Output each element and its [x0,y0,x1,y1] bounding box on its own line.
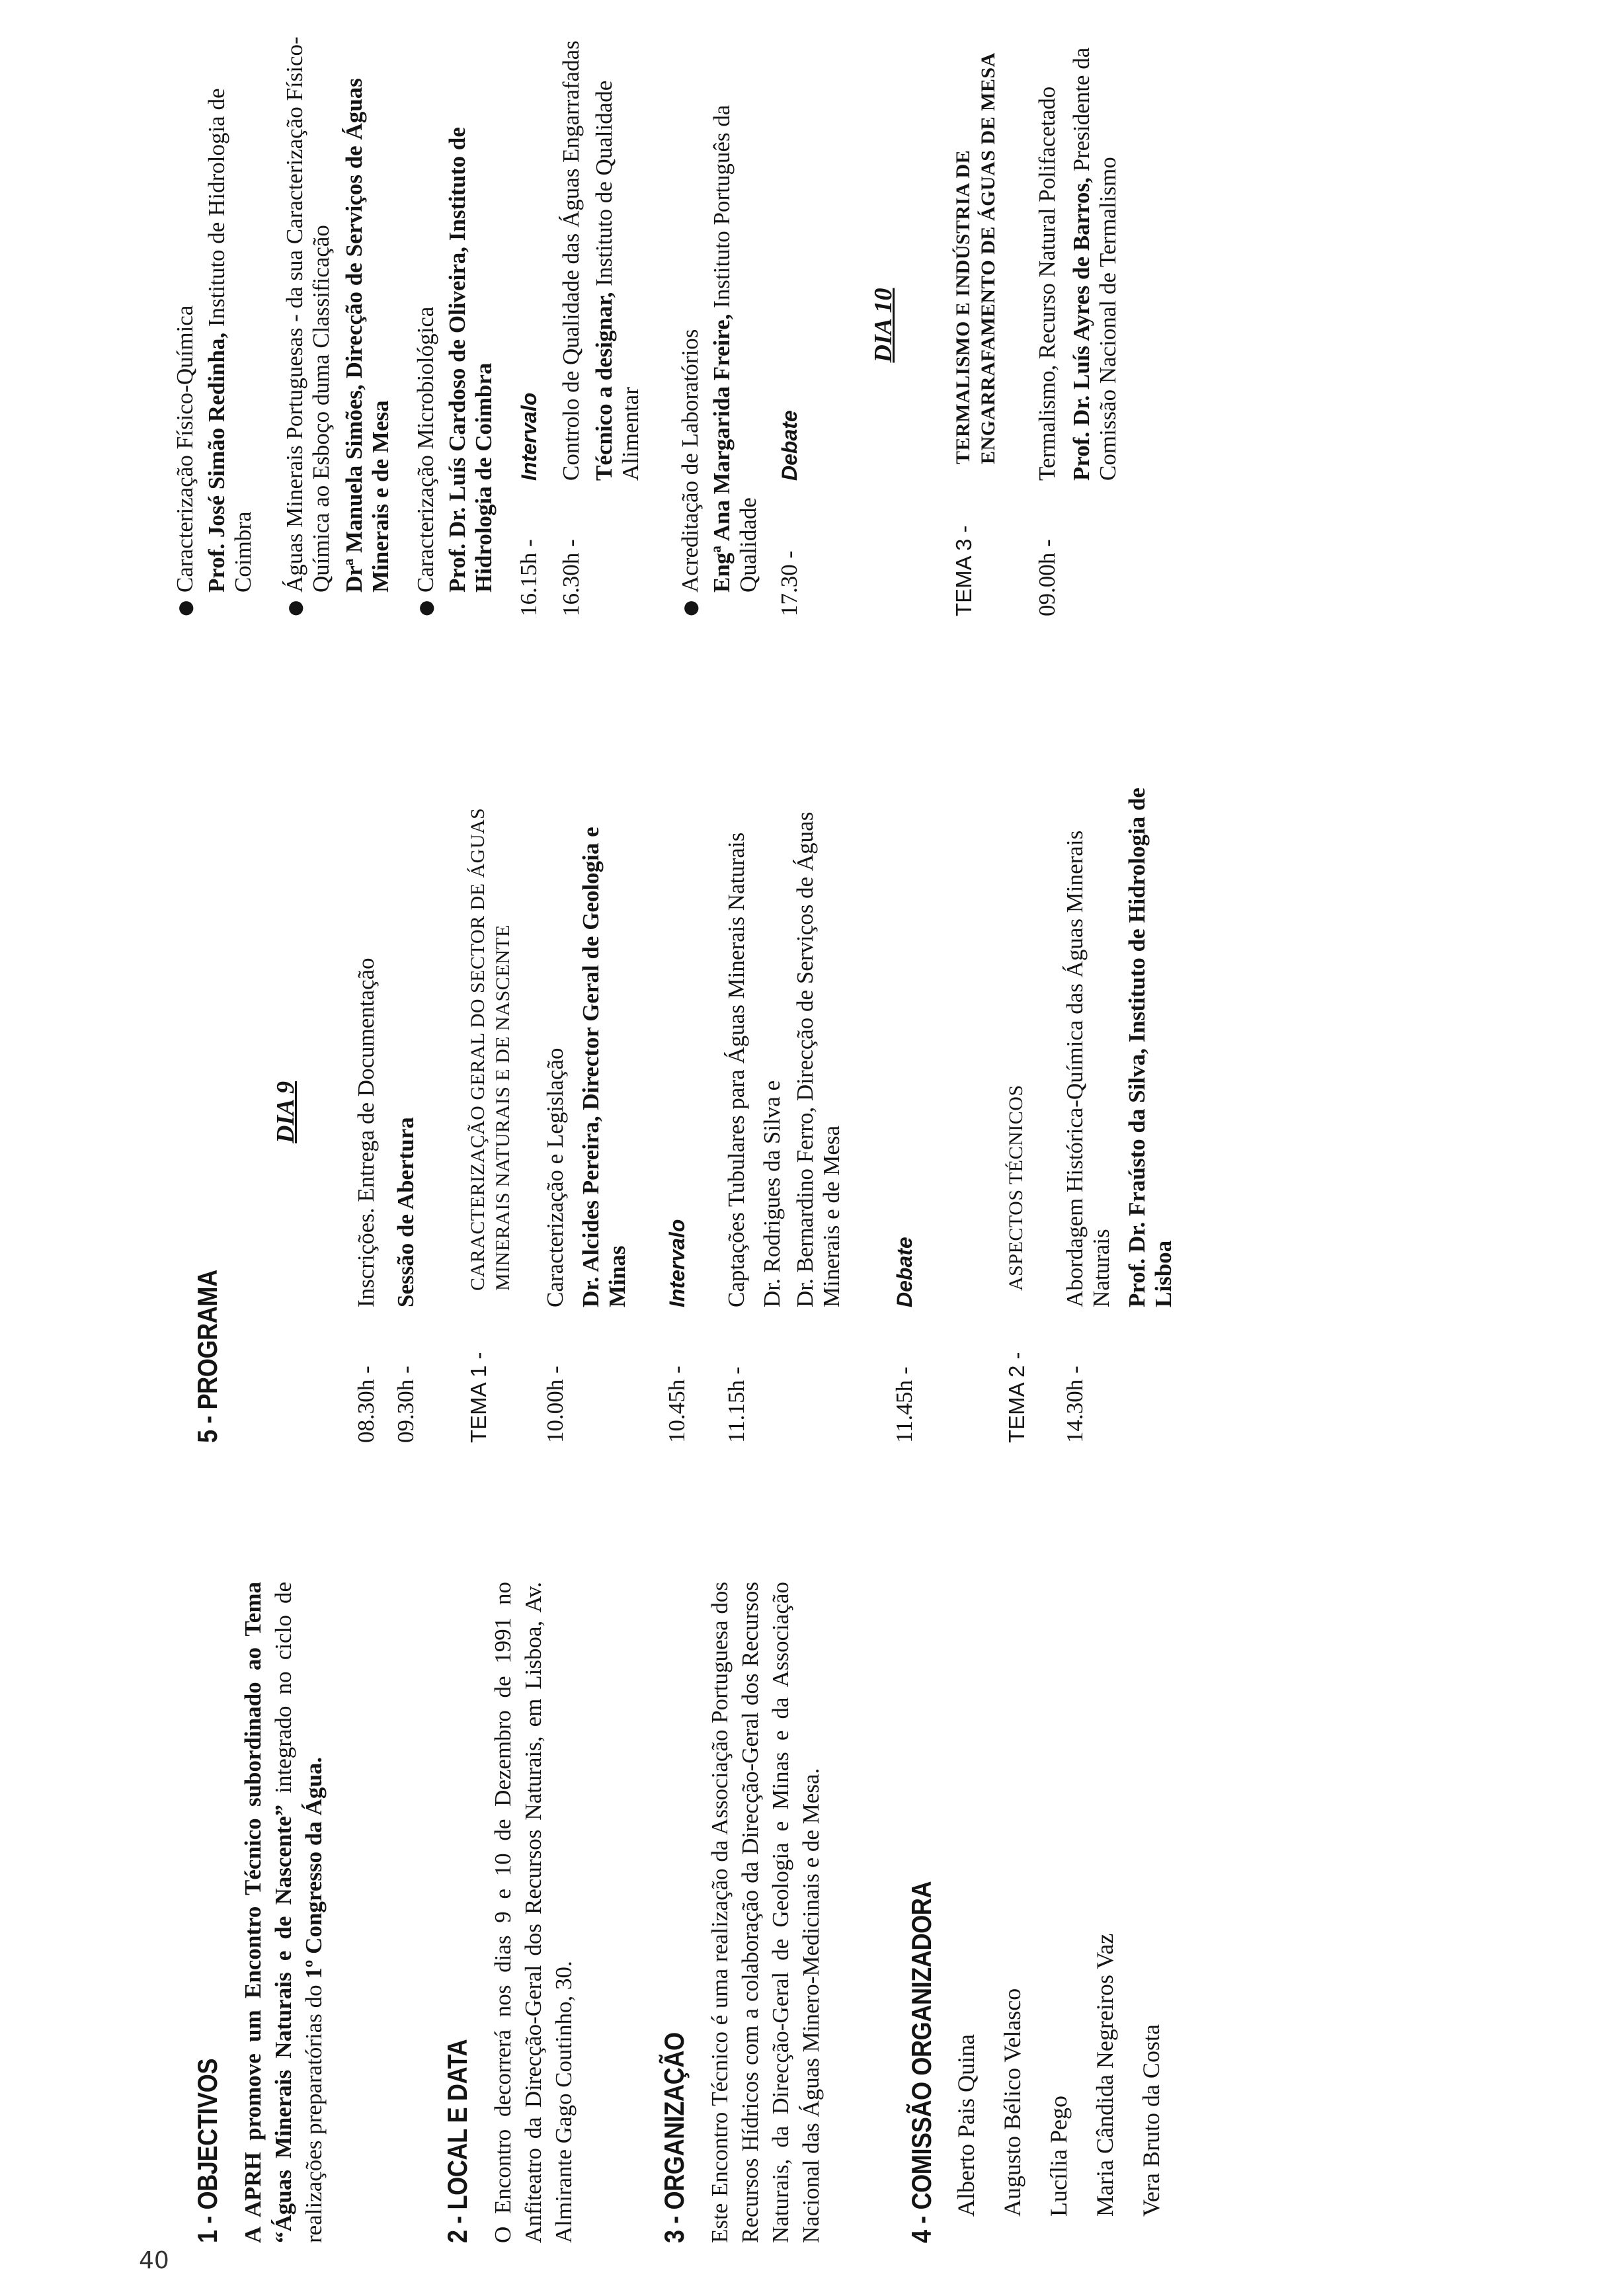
section-organizacao-text: Este Encontro Técnico é uma realização da Associação Portuguesa dos Recursos Hídricos com a colaboração da Direcção-Geral dos Recursos Naturais, da Direcção-Geral de Geologia e Minas e da Associação Nacional das Águas Minero-Medicinais e de Mesa. [707,1582,824,2243]
section-organizacao-title: 3 - ORGANIZAÇÃO [659,2032,690,2243]
schedule-row: 11.45h - Debate [891,1237,917,1443]
schedule-row: 10.00h - Caracterização e Legislação Dr. Alcides Pereira, Director Geral de Geologia e Minas [542,827,630,1443]
bullet-item: ● Caracterização Microbiológica Prof. Dr. Luís Cardoso de Oliveira, Instituto de Hidrologia de Coimbra [413,34,502,616]
section-local-title: 2 - LOCAL E DATA [442,2039,473,2243]
column-middle [192,782,1184,1443]
bullet-item: ● Águas Minerais Portuguesas - da sua Caracterização Físico-Química ao Esboço duma Classificação Drª Manuela Simões, Direcção de Serviços de Águas Minerais e de Mesa [282,34,399,616]
schedule-row: 08.30h - Inscrições. Entrega de Documentação [353,958,379,1443]
member: Maria Cândida Negreiros Vaz [1092,1933,1118,2217]
dia-10-heading: DIA 10 [869,288,897,363]
section-objectivos-title: 1 - OBJECTIVOS [192,2059,223,2243]
section-objectivos-text: A APRH promove um Encontro Técnico subordinado ao Tema “Águas Minerais Naturais e de Nascente” integrado no ciclo de realizações preparatórias do 1º Congresso da Água. [240,1582,327,2243]
section-local-text: O Encontro decorrerá nos dias 9 e 10 de Dezembro de 1991 no Anfiteatro da Direcção-Geral dos Recursos Naturais, em Lisboa, Av. Almirante Gago Coutinho, 30. [490,1582,577,2243]
schedule-row: 11.15h - Captações Tubulares para Águas Minerais Naturais Dr. Rodrigues da Silva e Dr. Bernardino Ferro, Direcção de Serviços de Águas Minerais e de Mesa [723,811,844,1443]
bullet-item: ● Caracterização Físico-Química Prof. José Simão Redinha, Instituto de Hidrologia de Coimbra [172,34,262,616]
section-comissao-title: 4 - COMISSÃO ORGANIZADORA [906,1881,937,2243]
bullet-icon: ● [415,600,436,616]
tema-1: TEMA 1 - CARACTERIZAÇÃO GERAL DO SECTOR DE ÁGUAS MINERAIS NATURAIS E DE NASCENTE [466,807,514,1443]
bullet-icon: ● [174,600,196,616]
member: Vera Bruto da Costa [1138,2024,1164,2217]
schedule-row: 10.45h - Intervalo [664,1219,690,1443]
member: Augusto Bélico Velasco [999,1988,1025,2217]
schedule-row: 16.15h - Intervalo [516,392,542,616]
bullet-item: ● Acreditação de Laboratórios Engª Ana Margarida Freire, Instituto Português da Qualidade [677,34,767,616]
members-list [952,1582,1165,2243]
bullet-icon: ● [679,600,701,616]
programa-title: 5 - PROGRAMA [192,1270,223,1443]
bullet-icon: ● [284,600,305,616]
schedule-row: 14.30h - Abordagem Histórica-Química das Águas Minerais Naturais Prof. Dr. Fraústo da Silva, Instituto de Hidrologia de Lisboa [1062,788,1176,1443]
schedule-row: 09.00h - Termalismo, Recurso Natural Polifacetado Prof. Dr. Luís Ayres de Barros, Presidente da Comissão Nacional de Termalismo [1034,47,1121,616]
schedule-row: 17.30 - Debate [776,410,802,616]
tema-3: TEMA 3 - TERMALISMO E INDÚSTRIA DE ENGARRAFAMENTO DE ÁGUAS DE MESA [951,52,999,616]
column-left [192,1582,1184,2243]
column-right [172,34,1128,616]
member: Lucília Pego [1045,2096,1072,2217]
schedule-row: 16.30h - Controlo de Qualidade das Águas Engarrafadas Técnico a designar, Instituto de Qualidade Alimentar [558,40,643,616]
page-number: 40 [139,2247,169,2274]
member: Alberto Pais Quina [953,2034,979,2217]
schedule-row: 09.30h - Sessão de Abertura [393,1117,419,1443]
dia-9-heading: DIA 9 [272,1081,300,1143]
tema-2: TEMA 2 - ASPECTOS TÉCNICOS [1004,1085,1029,1443]
